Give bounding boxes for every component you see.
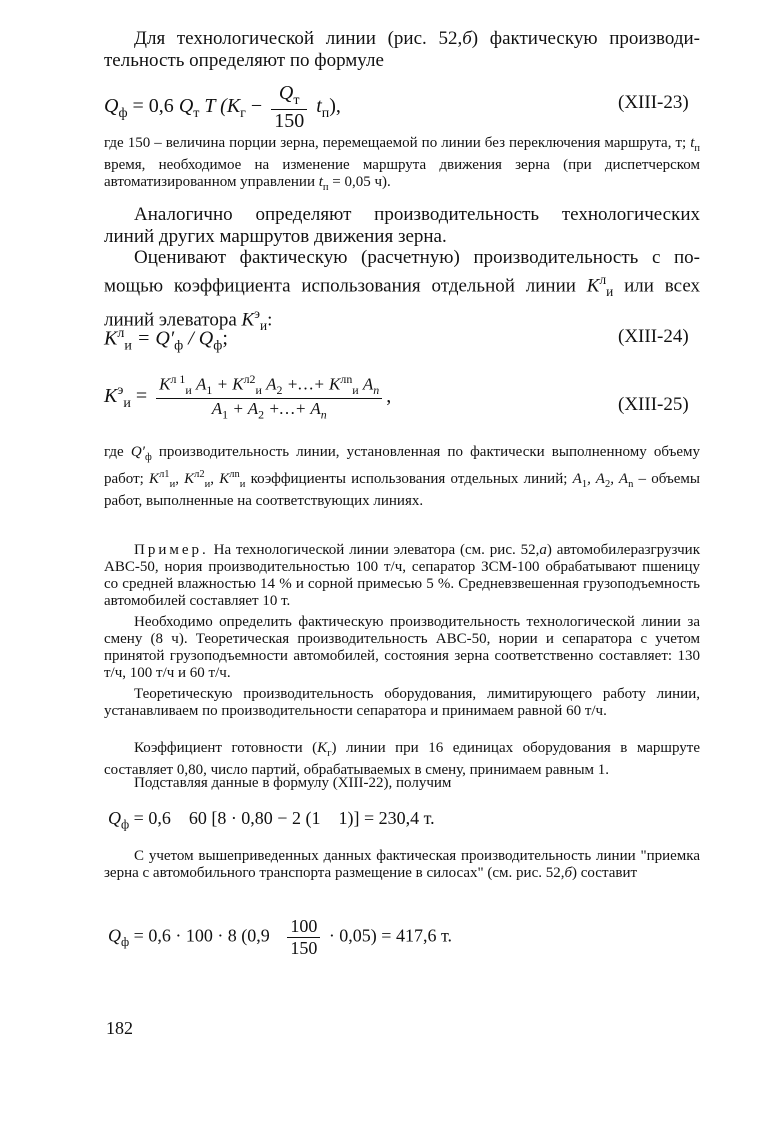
eq-text: = Q′ bbox=[131, 327, 175, 350]
text-segment: На технологической линии элеватора (см. рис. 52, bbox=[208, 542, 540, 558]
eq-sub: ф bbox=[213, 338, 223, 354]
fraction bbox=[287, 916, 320, 959]
eq-sub: и bbox=[239, 479, 246, 490]
eq-sup: л bbox=[599, 272, 607, 287]
eq-sub: и bbox=[169, 479, 176, 490]
equation-number: (XIII-25) bbox=[618, 394, 689, 415]
calculation-1 bbox=[108, 808, 435, 833]
text-segment: Оценивают фактическую (расчетную) производительность с помощью коэффициента использования отдельной линии bbox=[104, 247, 700, 297]
eq-symbol: A bbox=[572, 471, 582, 487]
eq-sub: ф bbox=[144, 452, 152, 463]
eq-sub: и bbox=[123, 395, 131, 411]
text-segment: С учетом вышеприведенных данных фактическая производительность линии "приемка зерна с автомобильного транспорта размещение в силосах" (см. рис. 52, bbox=[104, 848, 700, 881]
fraction-numerator bbox=[271, 82, 307, 110]
eq-sub: и bbox=[185, 383, 192, 398]
paragraph-4 bbox=[104, 848, 700, 882]
eq-text: = 0,6 60 [8 · 0,80 − 2 (1 1)] = 230,4 т. bbox=[129, 808, 435, 828]
eq-sub: 2 bbox=[258, 407, 265, 422]
eq-sub: 2 bbox=[276, 383, 283, 398]
fraction-denominator: 150 bbox=[274, 110, 305, 132]
text-segment: Необходимо определить фактическую производительность технологической линии за смену (8 ч). Теоретическая производительность АВС-50, нории и сепаратора с учетом принятой грузоподъемности автомобилей, состояния зерна соответственно составляет: 130 т/ч, 100 т/ч и 60 т/ч. bbox=[104, 614, 700, 681]
eq-sub: г bbox=[240, 106, 246, 122]
paragraph-2 bbox=[104, 204, 700, 248]
equation-xiii-25 bbox=[104, 372, 391, 422]
text-segment: где bbox=[104, 444, 131, 460]
eq-sub: 2 bbox=[604, 479, 611, 490]
example-paragraph-5 bbox=[104, 775, 700, 792]
eq-sup: л2 bbox=[194, 469, 205, 480]
eq-sup: л2 bbox=[243, 372, 256, 386]
eq-sup: л1 bbox=[159, 469, 170, 480]
eq-symbol: K bbox=[241, 309, 255, 331]
fraction bbox=[271, 82, 307, 133]
calculation-2 bbox=[108, 916, 452, 959]
eq-sub: и bbox=[255, 383, 262, 398]
text-segment: Коэффициент готовности ( bbox=[134, 740, 318, 756]
eq-symbol: Q′ bbox=[130, 444, 145, 460]
eq-sub: ф bbox=[174, 338, 184, 354]
eq-symbol: K bbox=[159, 374, 171, 394]
eq-sup: лn bbox=[229, 469, 240, 480]
text-segment: а bbox=[539, 542, 547, 558]
fraction-numerator bbox=[156, 372, 382, 399]
eq-symbol: K bbox=[219, 471, 230, 487]
eq-sub: n bbox=[320, 407, 327, 422]
eq-symbol: K bbox=[104, 384, 118, 407]
eq-text: + K bbox=[212, 374, 244, 394]
text-segment: : bbox=[267, 309, 273, 331]
eq-symbol: Q bbox=[178, 95, 194, 118]
eq-text: ; bbox=[222, 327, 228, 350]
eq-symbol: A bbox=[261, 374, 277, 394]
eq-symbol: K bbox=[104, 327, 118, 350]
text-segment: Подставляя данные в формулу (XIII-22), получим bbox=[134, 775, 452, 791]
text-segment: – объемы работ, выполненные на соответствующих линиях. bbox=[104, 471, 700, 509]
eq-sup: э bbox=[117, 383, 124, 399]
eq-sub: n bbox=[628, 479, 634, 490]
equation-number: (XIII-23) bbox=[618, 92, 689, 113]
eq-sub: т bbox=[193, 106, 200, 122]
eq-symbol: A bbox=[211, 399, 223, 419]
eq-sup: э bbox=[254, 306, 260, 322]
fraction bbox=[156, 372, 382, 422]
eq-symbol: K bbox=[184, 471, 195, 487]
eq-symbol: A bbox=[191, 374, 207, 394]
eq-sup: лn bbox=[340, 372, 353, 386]
paragraph-3 bbox=[104, 247, 700, 337]
text-segment: Теоретическую производительность оборудования, лимитирующего работу линии, устанавливаем по производительности сепаратора и принимаем равной 60 т/ч. bbox=[104, 686, 700, 719]
eq-sub: и bbox=[124, 338, 132, 354]
eq-symbol: K bbox=[586, 275, 600, 297]
text-segment: коэффициенты использования отдельных линий; bbox=[245, 471, 573, 487]
eq-text: = 0,6 bbox=[127, 95, 179, 118]
eq-symbol: , A bbox=[610, 471, 629, 487]
eq-sub: и bbox=[259, 318, 268, 334]
eq-symbol: A bbox=[358, 374, 374, 394]
eq-text: + A bbox=[228, 399, 259, 419]
text-segment: ) фактическую производительность определяют по формуле bbox=[104, 28, 700, 71]
text-segment: , bbox=[210, 471, 220, 487]
eq-text: − bbox=[245, 95, 268, 118]
eq-sub: и bbox=[204, 479, 211, 490]
eq-sub: п bbox=[694, 143, 700, 154]
example-paragraph-2 bbox=[104, 614, 700, 682]
text-segment: время, необходимое на изменение маршрута движения зерна (при диспетчерском автоматизированном управлении bbox=[104, 157, 700, 190]
eq-symbol: K bbox=[149, 471, 160, 487]
where-note-2 bbox=[104, 444, 700, 510]
eq-symbol: Q bbox=[104, 95, 119, 118]
intro-paragraph bbox=[104, 28, 700, 72]
eq-sub: г bbox=[327, 748, 332, 759]
eq-sub: ф bbox=[118, 106, 128, 122]
eq-sub: ф bbox=[121, 817, 130, 832]
text-segment: производительность линии, установленная по фактически выполненному объему работ; bbox=[104, 444, 700, 487]
where-note-1 bbox=[104, 135, 700, 196]
equation-number: (XIII-24) bbox=[618, 326, 689, 347]
eq-sup: л 1 bbox=[170, 372, 186, 386]
text-segment: ) автомобилеразгрузчик АВС-50, нория производительностью 100 т/ч, сепаратор ЗСМ-100 обрабатывают пшеницу со средней влажностью 14 % и сорной примесью 5 %. Средневзвешенная грузоподъемность автомобилей составляет 10 т. bbox=[104, 542, 700, 609]
text-segment: = 0,05 ч). bbox=[328, 174, 391, 190]
example-paragraph-3 bbox=[104, 686, 700, 720]
eq-symbol: Q bbox=[108, 925, 121, 946]
fraction-denominator bbox=[156, 399, 382, 422]
text-segment: ) линии при 16 единицах оборудования в маршруте составляет 0,80, число партий, обрабатываемых в смену, принимаем равным 1. bbox=[104, 740, 700, 778]
eq-sub: т bbox=[293, 93, 300, 108]
equation-xiii-23 bbox=[104, 82, 341, 133]
eq-symbol: K bbox=[317, 740, 328, 756]
text-segment: б bbox=[462, 28, 472, 49]
eq-symbol: Q bbox=[108, 808, 121, 828]
text-segment: где 150 – величина порции зерна, перемещаемой по линии без переключения маршрута, т; bbox=[104, 135, 691, 151]
text-segment: Аналогично определяют производительность технологических линий других маршрутов движения зерна. bbox=[104, 204, 700, 247]
eq-symbol: t bbox=[318, 174, 323, 190]
eq-sub: и bbox=[352, 383, 359, 398]
example-label: Пример. bbox=[134, 542, 209, 558]
text-segment: ) составит bbox=[572, 865, 638, 881]
fraction-numerator: 100 bbox=[287, 916, 320, 938]
page-number: 182 bbox=[106, 1018, 133, 1038]
eq-sub: и bbox=[606, 284, 614, 300]
equation-xiii-24 bbox=[104, 326, 228, 355]
eq-text: = bbox=[130, 384, 153, 407]
eq-sub: п bbox=[321, 106, 330, 122]
eq-sub: 1 bbox=[222, 407, 229, 422]
eq-symbol: Q bbox=[278, 82, 294, 104]
eq-symbol: t bbox=[311, 95, 322, 118]
eq-text: +…+ A bbox=[264, 399, 321, 419]
eq-text: , bbox=[386, 384, 392, 407]
eq-symbol: , A bbox=[587, 471, 605, 487]
eq-text: +…+ K bbox=[282, 374, 341, 394]
eq-symbol: t bbox=[690, 135, 695, 151]
text-segment: или всех линий элеватора bbox=[104, 275, 701, 331]
eq-sub: п bbox=[322, 182, 329, 193]
text-segment: Для технологической линии (рис. 52, bbox=[134, 28, 463, 49]
eq-sub: n bbox=[373, 383, 380, 398]
eq-text: ), bbox=[329, 95, 341, 118]
eq-sub: 1 bbox=[581, 479, 588, 490]
eq-text: / Q bbox=[183, 327, 214, 350]
eq-text: T (K bbox=[199, 95, 241, 118]
eq-sup: л bbox=[117, 326, 125, 341]
eq-sub: 1 bbox=[206, 383, 213, 398]
example-paragraph-4 bbox=[104, 740, 700, 779]
fraction-denominator: 150 bbox=[290, 938, 318, 958]
eq-text: = 0,6 · 100 · 8 (0,9 bbox=[129, 925, 284, 946]
text-segment: б bbox=[564, 865, 573, 881]
text-segment: , bbox=[175, 471, 185, 487]
eq-sub: ф bbox=[121, 935, 130, 950]
eq-text: · 0,05) = 417,6 т. bbox=[324, 925, 452, 946]
example-paragraph-1 bbox=[104, 542, 700, 610]
